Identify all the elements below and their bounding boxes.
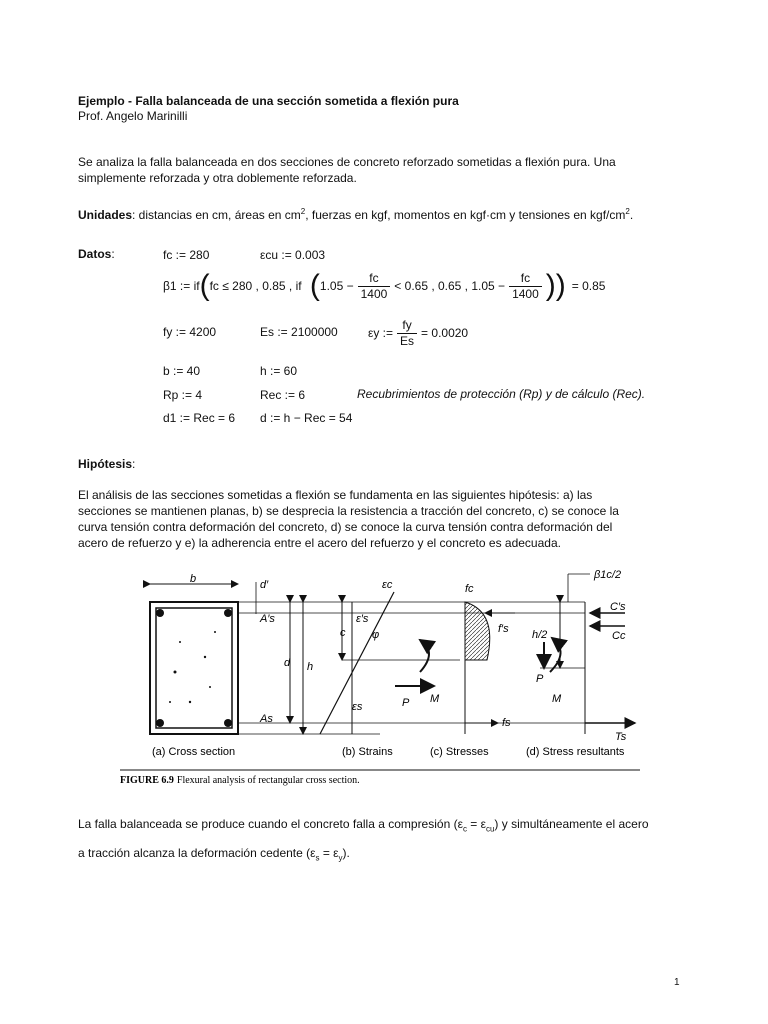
balanced-paragraph <box>78 812 658 871</box>
figure-caption <box>120 775 360 786</box>
subcaption-a: (a) Cross section <box>152 746 236 758</box>
beta-frac-1 <box>358 271 391 302</box>
label-p2: P <box>536 673 544 685</box>
balanced-s3: s <box>315 853 320 863</box>
ey-result: = 0.0020 <box>421 326 469 340</box>
label-h: h <box>307 661 314 673</box>
beta-frac-2-num: fc <box>509 271 542 287</box>
flexural-analysis-figure <box>120 562 640 790</box>
label-d: d <box>284 657 291 669</box>
units-sup-b: 2 <box>625 207 630 216</box>
beta-frac-1-den: 1400 <box>360 286 388 301</box>
hipotesis-colon: : <box>132 457 136 471</box>
label-dprime: d′ <box>260 579 269 591</box>
rec-note: Recubrimientos de protección (Rp) y de cálculo (Rec). <box>357 387 646 401</box>
ey-def <box>368 313 468 353</box>
beta-frac-2-den: 1400 <box>512 286 539 301</box>
label-fsprime: f′s <box>498 623 509 635</box>
paren-open-2: ( <box>301 269 320 302</box>
ey-prefix: εy := <box>368 326 394 340</box>
h-def: h := 60 <box>260 364 298 378</box>
label-ec: εc <box>382 579 393 591</box>
es-def: Es := 2100000 <box>260 325 338 339</box>
balanced-t2: = ε <box>466 817 486 831</box>
label-h2: h/2 <box>532 629 548 641</box>
subcaption-d: (d) Stress resultants <box>526 746 625 758</box>
label-cc: Cc <box>612 630 626 642</box>
subcaption-c: (c) Stresses <box>430 746 489 758</box>
label-phi: φ <box>372 629 380 641</box>
d-def: d := h − Rec = 54 <box>260 411 353 425</box>
units-text-c: . <box>629 208 634 222</box>
paren-open-1: ( <box>199 269 210 302</box>
balanced-t4: = ε <box>319 846 339 861</box>
ey-frac-den: Es <box>400 333 415 348</box>
beta-frac-2 <box>509 271 542 302</box>
beta-result: = 0.85 <box>571 279 606 293</box>
hipotesis-heading <box>78 457 135 471</box>
d1-def: d1 := Rec = 6 <box>163 411 236 425</box>
units-line <box>78 207 633 222</box>
units-text-b: , fuerzas en kgf, momentos en kgf·cm y tensiones en kgf/cm <box>305 208 626 222</box>
subcaption-b: (b) Strains <box>342 746 393 758</box>
rec-def: Rec := 6 <box>260 388 306 402</box>
datos-heading <box>78 247 115 261</box>
label-fc: fc <box>465 583 474 595</box>
figure-caption-text: Flexural analysis of rectangular cross section. <box>176 775 360 786</box>
label-csprime: C′s <box>610 601 626 613</box>
paren-close-2: ) <box>545 269 556 302</box>
label-fs: fs <box>502 717 511 729</box>
figure-caption-bold: FIGURE 6.9 <box>120 775 174 786</box>
balanced-t1: La falla balanceada se produce cuando el concreto falla a compresión (ε <box>78 817 463 831</box>
hipotesis-paragraph: El análisis de las secciones sometidas a flexión se fundamenta en las siguientes hipótesis: a) las secciones se mantienen planas, b) se desprecia la resistencia a tracción del concreto, c) se conoce la curva tensión contra deformación del concreto, d) se conoce la curva tensión contra deformación del acero de refuerzo y e) la adherencia entre el acero del refuerzo y el concreto es adecuada. <box>78 488 619 550</box>
ecu-def: εcu := 0.003 <box>260 248 326 262</box>
balanced-s2: cu <box>485 824 495 834</box>
ey-frac-num: fy <box>397 318 417 334</box>
resultants-diagram <box>532 569 635 743</box>
beta1-def <box>163 266 605 306</box>
fy-def: fy := 4200 <box>163 325 217 339</box>
document-title: Ejemplo - Falla balanceada de una sección sometida a flexión pura <box>78 94 459 108</box>
label-m: M <box>430 693 440 705</box>
balanced-t5: ). <box>342 846 350 861</box>
hipotesis-label: Hipótesis <box>78 457 133 471</box>
label-c: c <box>340 627 346 639</box>
stresses-diagram <box>395 583 515 734</box>
cross-section <box>150 573 625 734</box>
paren-close-1: ) <box>555 269 566 302</box>
fc-def: fc := 280 <box>163 248 210 262</box>
datos-label: Datos <box>78 247 112 261</box>
label-as: As <box>260 713 273 725</box>
units-text-a: : distancias en cm, áreas en cm <box>132 208 301 222</box>
author: Prof. Angelo Marinilli <box>78 109 188 123</box>
label-m2: M <box>552 693 562 705</box>
units-sup-a: 2 <box>300 207 306 216</box>
beta-mid2: 1.05 − <box>319 279 354 293</box>
balanced-s4: y <box>338 853 343 863</box>
label-b: b <box>190 573 197 585</box>
ey-frac <box>397 318 417 349</box>
label-ts: Ts <box>615 731 627 743</box>
beta-mid1: fc ≤ 280 , 0.85 , if <box>209 279 302 293</box>
label-p: P <box>402 697 410 709</box>
page-number: 1 <box>674 977 680 988</box>
rp-def: Rp := 4 <box>163 388 203 402</box>
label-esprime: ε′s <box>356 613 369 625</box>
label-es: εs <box>352 701 363 713</box>
balanced-t3: ) y simultáneamente el acero a tracción alcanza la deformación cedente (ε <box>78 817 649 861</box>
beta-mid3: < 0.65 , 0.65 , 1.05 − <box>394 279 506 293</box>
label-beta: β1c/2 <box>594 569 622 581</box>
units-label: Unidades <box>78 208 133 222</box>
b-def: b := 40 <box>163 364 201 378</box>
datos-colon: : <box>111 247 115 261</box>
balanced-s1: c <box>462 824 467 834</box>
beta-prefix: β1 := if <box>163 279 200 293</box>
intro-paragraph: Se analiza la falla balanceada en dos secciones de concreto reforzado sometidas a flexión pura. Una simplemente reforzada y otra doblemente reforzada. <box>78 155 616 185</box>
beta-frac-1-num: fc <box>358 271 391 287</box>
label-asprime: A′s <box>260 613 275 625</box>
